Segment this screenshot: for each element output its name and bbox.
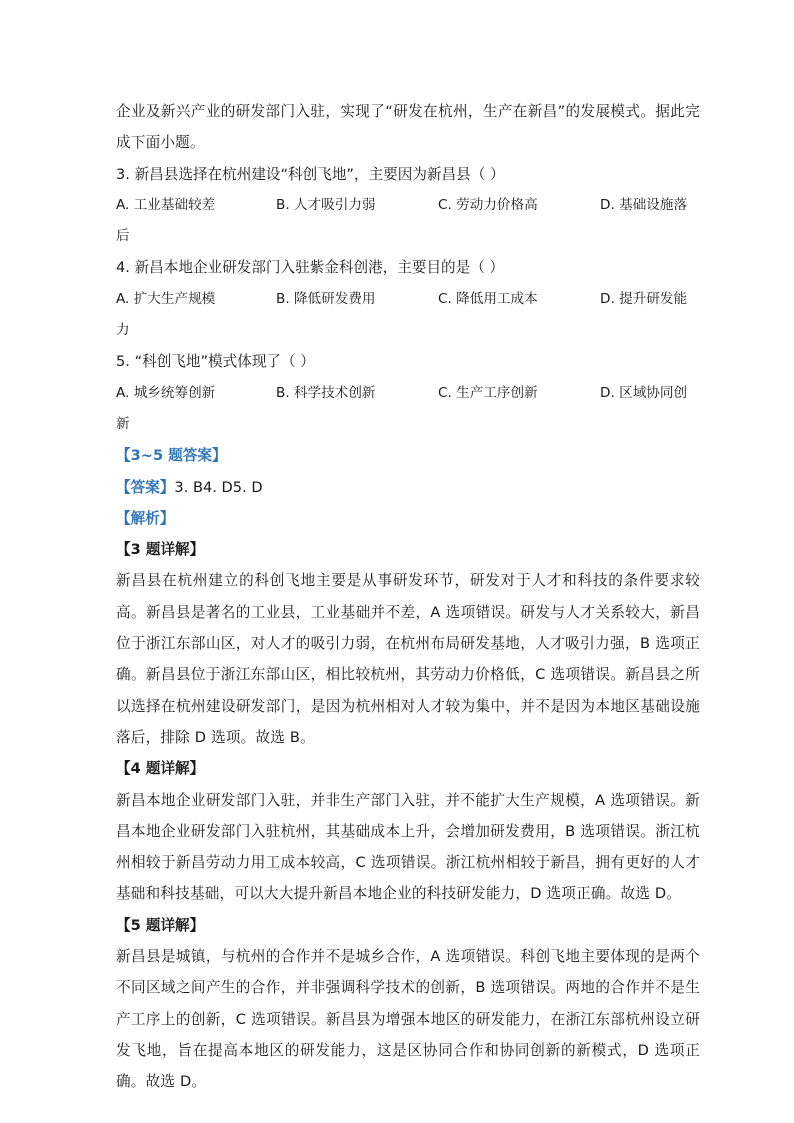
- analysis-label: 解析: [130, 509, 160, 527]
- answer-header: 【3~5 题答案】: [116, 447, 227, 465]
- analysis-header: 【解析】: [116, 509, 175, 527]
- detail-4-text: 新昌本地企业研发部门入驻，并非生产部门入驻，并不能扩大生产规模，A 选项错误。新昌本地企业研发部门入驻杭州，其基础成本上升，会增加研发费用，B 选项错误。浙江杭州相较于新昌劳动力用工成本较高，C 选项错误。浙江杭州相较于新昌，拥有更好的人才基础和科技基础，可以大大提升新昌本地企业的科技研发能力，D 选项正确。故选 D。: [116, 791, 700, 903]
- q4-option-d-wrap: 力: [116, 322, 130, 339]
- q4-option-b: B. 降低研发费用: [276, 290, 376, 307]
- detail-4-header: 【4 题详解】: [116, 760, 205, 778]
- q5-option-a: A. 城乡统筹创新: [116, 384, 216, 401]
- detail-5-text: 新昌县是城镇，与杭州的合作并不是城乡合作，A 选项错误。科创飞地主要体现的是两个不同区域之间产生的合作，并非强调科学技术的创新，B 选项错误。两地的合作并不是生产工序上的创新，C 选项错误。新昌县为增强本地区的研发能力，在浙江东部杭州设立研发飞地，旨在提高本地区的研发能力，这是区协同合作和协同创新的新模式，D 选项正确。故选 D。: [116, 948, 700, 1091]
- q3-option-b: B. 人才吸引力弱: [276, 196, 376, 213]
- detail-5-label: 5 题详解: [130, 916, 190, 934]
- q4-option-a: A. 扩大生产规模: [116, 290, 216, 307]
- answer-label: 答案: [130, 478, 160, 496]
- q3-option-c: C. 劳动力价格高: [438, 196, 538, 213]
- question-4-options: [116, 284, 700, 347]
- answer-text: 3. B4. D5. D: [174, 478, 263, 496]
- q3-option-a: A. 工业基础较差: [116, 196, 216, 213]
- detail-3-label: 3 题详解: [130, 541, 190, 559]
- q5-option-d-wrap: 新: [116, 415, 130, 432]
- question-5-options: [116, 378, 700, 441]
- question-3-options: [116, 190, 700, 253]
- q3-option-d: D. 基础设施落: [600, 196, 688, 213]
- answer-line: 【答案】3. B4. D5. D: [116, 478, 263, 496]
- question-5-stem: 5. “科创飞地”模式体现了（ ）: [116, 353, 315, 371]
- document-page: [116, 96, 700, 1098]
- detail-4-label: 4 题详解: [130, 760, 190, 778]
- q3-option-d-wrap: 后: [116, 228, 130, 245]
- q5-option-c: C. 生产工序创新: [438, 384, 538, 401]
- detail-3-header: 【3 题详解】: [116, 541, 205, 559]
- q5-option-d: D. 区域协同创: [600, 384, 688, 401]
- q4-option-d: D. 提升研发能: [600, 290, 688, 307]
- answer-header-label: 3~5 题答案: [130, 447, 213, 465]
- detail-3-text: 新昌县在杭州建立的科创飞地主要是从事研发环节，研发对于人才和科技的条件要求较高。新昌县是著名的工业县，工业基础并不差，A 选项错误。研发与人才关系较大，新昌位于浙江东部山区，对人才的吸引力弱，在杭州布局研发基地，人才吸引力强，B 选项正确。新昌县位于浙江东部山区，相比较杭州，其劳动力价格低，C 选项错误。新昌县之所以选择在杭州建设研发部门，是因为杭州相对人才较为集中，并不是因为本地区基础设施落后，排除 D 选项。故选 B。: [116, 572, 700, 746]
- q5-option-b: B. 科学技术创新: [276, 384, 376, 401]
- question-4-stem: 4. 新昌本地企业研发部门入驻紫金科创港，主要目的是（ ）: [116, 259, 505, 277]
- question-3-stem: 3. 新昌县选择在杭州建设“科创飞地”，主要因为新昌县（ ）: [116, 165, 505, 183]
- intro-paragraph: 企业及新兴产业的研发部门入驻，实现了“研发在杭州，生产在新昌”的发展模式。据此完成下面小题。: [116, 103, 700, 152]
- q4-option-c: C. 降低用工成本: [438, 290, 538, 307]
- detail-5-header: 【5 题详解】: [116, 916, 205, 934]
